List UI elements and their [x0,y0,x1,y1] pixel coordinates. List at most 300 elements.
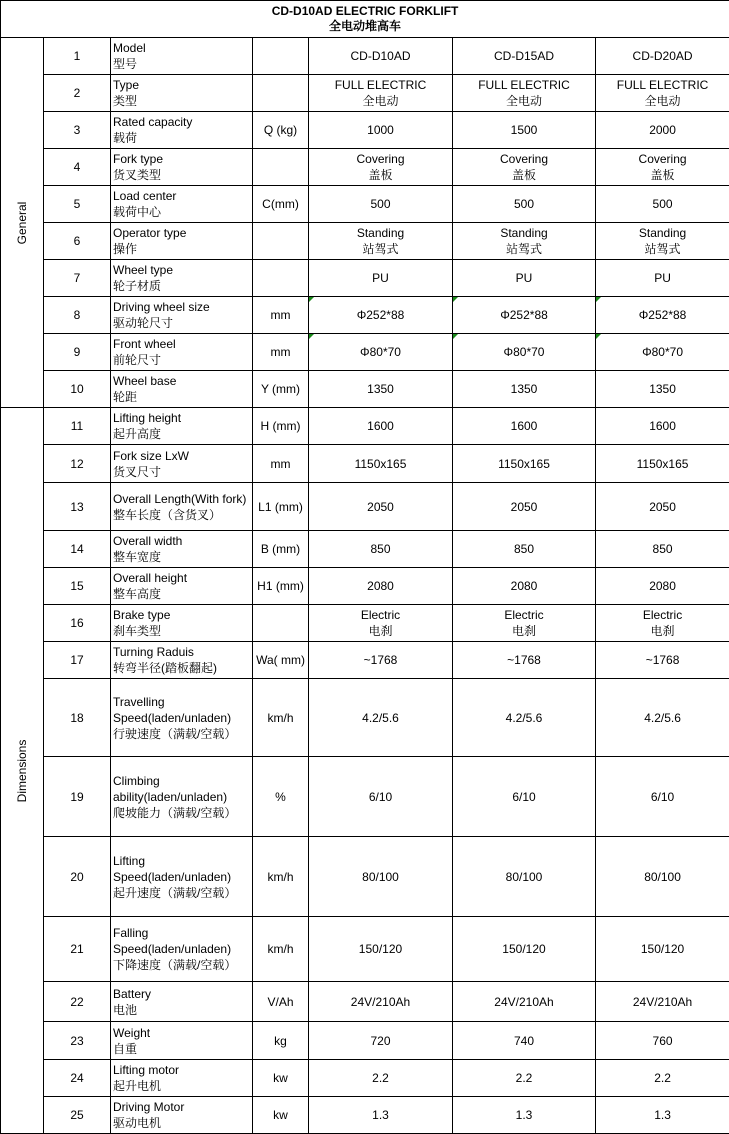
row-number-text: 5 [74,197,81,211]
parameter-line: Driving wheel size [113,299,252,315]
row-number-text: 6 [74,234,81,248]
parameter-line: Lifting motor [113,1062,252,1078]
row-number [44,568,111,605]
table-row [1,679,729,757]
value-cell-model-2 [453,445,596,483]
row-number-text: 9 [74,345,81,359]
unit [253,1097,309,1134]
parameter-line: 驱动轮尺寸 [113,315,252,331]
unit [253,605,309,642]
row-number [44,1060,111,1097]
value-text: 1150x165 [309,456,452,472]
value-text: 150/120 [309,941,452,957]
row-number-text: 10 [70,382,83,396]
parameter-name [111,982,253,1022]
value-cell-model-2 [453,837,596,917]
parameter-line: Wheel base [113,373,252,389]
value-cell-model-3 [596,1060,729,1097]
value-cell-model-1 [309,186,453,223]
value-cell-model-1 [309,408,453,445]
unit [253,445,309,483]
row-number-text: 1 [74,49,81,63]
value-text: 500 [596,196,729,212]
parameter-line: Wheel type [113,262,252,278]
value-cell-model-2 [453,679,596,757]
value-cell-model-3 [596,297,729,334]
value-text: 电刹 [453,623,595,639]
parameter-line: Driving Motor [113,1099,252,1115]
row-number-text: 24 [70,1071,83,1085]
unit [253,837,309,917]
value-cell-model-1 [309,1022,453,1060]
unit [253,297,309,334]
unit [253,112,309,149]
parameter-line: Speed(laden/unladen) [113,941,252,957]
row-number [44,371,111,408]
parameter-name [111,186,253,223]
value-text: 150/120 [596,941,729,957]
table-row [1,605,729,642]
parameter-line: Load center [113,188,252,204]
group-label: General [14,201,30,244]
value-text: 760 [596,1033,729,1049]
table-row [1,837,729,917]
value-cell-model-1 [309,297,453,334]
table-title [1,1,729,38]
value-cell-model-2 [453,1060,596,1097]
value-text: 24V/210Ah [596,994,729,1010]
value-text: 2.2 [453,1070,595,1086]
row-number-text: 25 [70,1108,83,1122]
parameter-line: Overall Length(With fork) [113,491,252,507]
row-number-text: 21 [70,942,83,956]
value-cell-model-1 [309,445,453,483]
row-number [44,112,111,149]
value-text: 1150x165 [596,456,729,472]
table-row [1,1060,729,1097]
table-row [1,334,729,371]
value-text: ~1768 [453,652,595,668]
row-number [44,260,111,297]
value-cell-model-3 [596,1022,729,1060]
parameter-name [111,679,253,757]
unit [253,982,309,1022]
value-text: 电刹 [596,623,729,639]
unit-text: V/Ah [267,995,293,1009]
value-cell-model-3 [596,917,729,982]
value-text: Electric [309,607,452,623]
parameter-line: Rated capacity [113,114,252,130]
value-cell-model-3 [596,186,729,223]
parameter-line: Weight [113,1025,252,1041]
value-text: 2.2 [309,1070,452,1086]
value-text: FULL ELECTRIC [309,77,452,93]
value-cell-model-1 [309,679,453,757]
value-cell-model-1 [309,38,453,75]
value-cell-model-2 [453,531,596,568]
value-text: 80/100 [596,869,729,885]
value-text: 1150x165 [453,456,595,472]
title-row [1,1,729,38]
table-row [1,483,729,531]
parameter-name [111,917,253,982]
row-number [44,445,111,483]
parameter-name [111,1060,253,1097]
value-text: 740 [453,1033,595,1049]
unit-text: km/h [267,711,293,725]
parameter-line: Speed(laden/unladen) [113,869,252,885]
value-text: CD-D10AD [309,48,452,64]
value-cell-model-2 [453,186,596,223]
value-cell-model-3 [596,408,729,445]
parameter-line: Fork size LxW [113,448,252,464]
table-row [1,186,729,223]
row-number-text: 18 [70,711,83,725]
parameter-line: Battery [113,986,252,1002]
value-text: ~1768 [596,652,729,668]
parameter-line: 货叉尺寸 [113,464,252,480]
unit [253,371,309,408]
value-text: Φ252*88 [309,307,452,323]
value-cell-model-2 [453,982,596,1022]
table-row [1,642,729,679]
unit [253,679,309,757]
unit [253,408,309,445]
parameter-line: Operator type [113,225,252,241]
row-number [44,1097,111,1134]
table-row [1,917,729,982]
value-cell-model-1 [309,334,453,371]
value-cell-model-1 [309,112,453,149]
value-cell-model-1 [309,483,453,531]
value-text: Electric [596,607,729,623]
unit-text: H1 (mm) [257,579,304,593]
parameter-name [111,297,253,334]
parameter-name [111,1022,253,1060]
value-text: 6/10 [596,789,729,805]
value-cell-model-2 [453,112,596,149]
value-text: FULL ELECTRIC [453,77,595,93]
unit-text: H (mm) [261,419,301,433]
value-text: 2.2 [596,1070,729,1086]
value-text: 2050 [596,499,729,515]
value-text: 6/10 [309,789,452,805]
value-cell-model-1 [309,223,453,260]
row-number-text: 7 [74,271,81,285]
value-text: 2050 [309,499,452,515]
value-cell-model-2 [453,260,596,297]
unit-text: mm [271,345,291,359]
group-label: Dimensions [14,739,30,802]
table-row [1,1022,729,1060]
value-cell-model-1 [309,642,453,679]
value-text: 1350 [453,381,595,397]
value-cell-model-2 [453,334,596,371]
value-text: 1000 [309,122,452,138]
value-text: 站驾式 [453,241,595,257]
row-number-text: 16 [70,616,83,630]
value-text: 1500 [453,122,595,138]
row-number-text: 8 [74,308,81,322]
parameter-name [111,837,253,917]
parameter-line: ability(laden/unladen) [113,789,252,805]
row-number-text: 19 [70,790,83,804]
parameter-line: Speed(laden/unladen) [113,710,252,726]
value-text: Covering [309,151,452,167]
table-row [1,408,729,445]
row-number [44,837,111,917]
value-cell-model-2 [453,38,596,75]
table-row [1,568,729,605]
table-row [1,757,729,837]
value-text: Standing [453,225,595,241]
row-number-text: 3 [74,123,81,137]
parameter-line: 整车长度（含货叉） [113,507,252,523]
parameter-line: 起升电机 [113,1078,252,1094]
parameter-name [111,334,253,371]
table-row [1,260,729,297]
parameter-name [111,112,253,149]
value-text: FULL ELECTRIC [596,77,729,93]
parameter-line: Lifting height [113,410,252,426]
value-cell-model-3 [596,75,729,112]
unit-text: Q (kg) [264,123,297,137]
value-cell-model-3 [596,334,729,371]
parameter-line: 整车宽度 [113,549,252,565]
row-number [44,757,111,837]
value-text: PU [596,270,729,286]
parameter-name [111,260,253,297]
unit-text: kw [273,1108,288,1122]
parameter-line: 载荷 [113,130,252,146]
parameter-line: 自重 [113,1041,252,1057]
unit [253,917,309,982]
value-cell-model-3 [596,837,729,917]
value-text: 站驾式 [596,241,729,257]
row-number-text: 23 [70,1034,83,1048]
unit-text: C(mm) [262,197,299,211]
row-number [44,605,111,642]
value-cell-model-1 [309,982,453,1022]
parameter-name [111,757,253,837]
comment-marker-icon [309,297,314,302]
table-row [1,297,729,334]
parameter-line: Climbing [113,773,252,789]
parameter-line: Travelling [113,694,252,710]
value-cell-model-3 [596,642,729,679]
value-text: 500 [309,196,452,212]
row-number [44,223,111,260]
row-number [44,642,111,679]
table-row [1,149,729,186]
parameter-name [111,483,253,531]
parameter-line: Front wheel [113,336,252,352]
parameter-line: Falling [113,925,252,941]
value-text: 24V/210Ah [453,994,595,1010]
value-text: 150/120 [453,941,595,957]
value-text: 2080 [309,578,452,594]
row-number-text: 12 [70,457,83,471]
parameter-line: 爬坡能力（满载/空载） [113,805,252,821]
row-number-text: 15 [70,579,83,593]
unit [253,38,309,75]
value-text: 1600 [596,418,729,434]
parameter-line: Fork type [113,151,252,167]
value-cell-model-1 [309,605,453,642]
parameter-line: Type [113,77,252,93]
parameter-line: 轮子材质 [113,278,252,294]
value-cell-model-1 [309,371,453,408]
table-row [1,445,729,483]
value-text: CD-D15AD [453,48,595,64]
row-number [44,483,111,531]
row-number-text: 14 [70,542,83,556]
value-text: 720 [309,1033,452,1049]
table-row [1,982,729,1022]
row-number [44,408,111,445]
value-text: 6/10 [453,789,595,805]
value-text: Φ252*88 [453,307,595,323]
unit [253,334,309,371]
parameter-name [111,223,253,260]
parameter-line: 行驶速度（满载/空载） [113,726,252,742]
value-text: 2000 [596,122,729,138]
value-text: 1600 [453,418,595,434]
row-number [44,186,111,223]
value-cell-model-3 [596,112,729,149]
value-text: 盖板 [309,167,452,183]
value-text: 850 [596,541,729,557]
parameter-line: 载荷中心 [113,204,252,220]
row-number [44,679,111,757]
unit [253,186,309,223]
value-cell-model-3 [596,38,729,75]
unit [253,642,309,679]
value-cell-model-1 [309,1097,453,1134]
unit-text: % [275,790,286,804]
value-cell-model-2 [453,605,596,642]
value-cell-model-2 [453,1097,596,1134]
value-text: 全电动 [453,93,595,109]
unit [253,531,309,568]
parameter-line: 驱动电机 [113,1115,252,1131]
value-text: 盖板 [596,167,729,183]
unit-text: kg [274,1034,287,1048]
value-text: 850 [453,541,595,557]
value-cell-model-3 [596,371,729,408]
parameter-line: 整车高度 [113,586,252,602]
value-cell-model-3 [596,568,729,605]
value-cell-model-2 [453,75,596,112]
value-text: 4.2/5.6 [309,710,452,726]
table-row [1,371,729,408]
row-number-text: 4 [74,160,81,174]
table-row [1,38,729,75]
value-text: 4.2/5.6 [453,710,595,726]
value-cell-model-3 [596,223,729,260]
row-number [44,531,111,568]
parameter-line: 前轮尺寸 [113,352,252,368]
parameter-line: 转弯半径(踏板翻起) [113,660,252,676]
unit [253,149,309,186]
unit-text: L1 (mm) [258,500,303,514]
value-cell-model-1 [309,757,453,837]
value-cell-model-3 [596,605,729,642]
value-cell-model-2 [453,917,596,982]
comment-marker-icon [309,334,314,339]
comment-marker-icon [596,334,601,339]
parameter-line: 货叉类型 [113,167,252,183]
parameter-line: 刹车类型 [113,623,252,639]
table-row [1,1097,729,1134]
value-text: Covering [453,151,595,167]
value-cell-model-3 [596,531,729,568]
unit-text: Wa( mm) [256,653,305,667]
row-number [44,75,111,112]
row-number-text: 11 [71,419,83,433]
parameter-line: 电池 [113,1002,252,1018]
parameter-line: Model [113,40,252,56]
unit [253,757,309,837]
value-text: 1350 [596,381,729,397]
unit-text: Y (mm) [261,382,300,396]
title-en: CD-D10AD ELECTRIC FORKLIFT [1,4,729,19]
parameter-line: 型号 [113,56,252,72]
value-cell-model-2 [453,757,596,837]
value-text: 1.3 [309,1107,452,1123]
value-cell-model-3 [596,445,729,483]
value-text: Covering [596,151,729,167]
value-text: 盖板 [453,167,595,183]
unit [253,75,309,112]
value-cell-model-2 [453,1022,596,1060]
row-number [44,917,111,982]
parameter-line: 起升速度（满载/空载） [113,885,252,901]
parameter-name [111,149,253,186]
value-cell-model-2 [453,223,596,260]
parameter-name [111,531,253,568]
value-cell-model-3 [596,149,729,186]
group-general [1,38,44,408]
parameter-line: 下降速度（满载/空载） [113,957,252,973]
value-cell-model-2 [453,408,596,445]
parameter-name [111,75,253,112]
value-text: 全电动 [309,93,452,109]
unit-text: kw [273,1071,288,1085]
value-text: 80/100 [453,869,595,885]
value-text: Φ80*70 [309,344,452,360]
value-cell-model-3 [596,1097,729,1134]
unit-text: km/h [267,870,293,884]
parameter-line: Overall width [113,533,252,549]
value-text: 电刹 [309,623,452,639]
parameter-name [111,371,253,408]
row-number-text: 2 [74,86,81,100]
row-number [44,334,111,371]
value-text: 24V/210Ah [309,994,452,1010]
value-text: Φ252*88 [596,307,729,323]
value-cell-model-3 [596,260,729,297]
value-cell-model-1 [309,260,453,297]
value-text: 2080 [596,578,729,594]
parameter-line: 轮距 [113,389,252,405]
row-number [44,982,111,1022]
value-text: ~1768 [309,652,452,668]
unit-text: km/h [267,942,293,956]
value-cell-model-3 [596,757,729,837]
row-number-text: 22 [70,995,83,1009]
unit [253,260,309,297]
